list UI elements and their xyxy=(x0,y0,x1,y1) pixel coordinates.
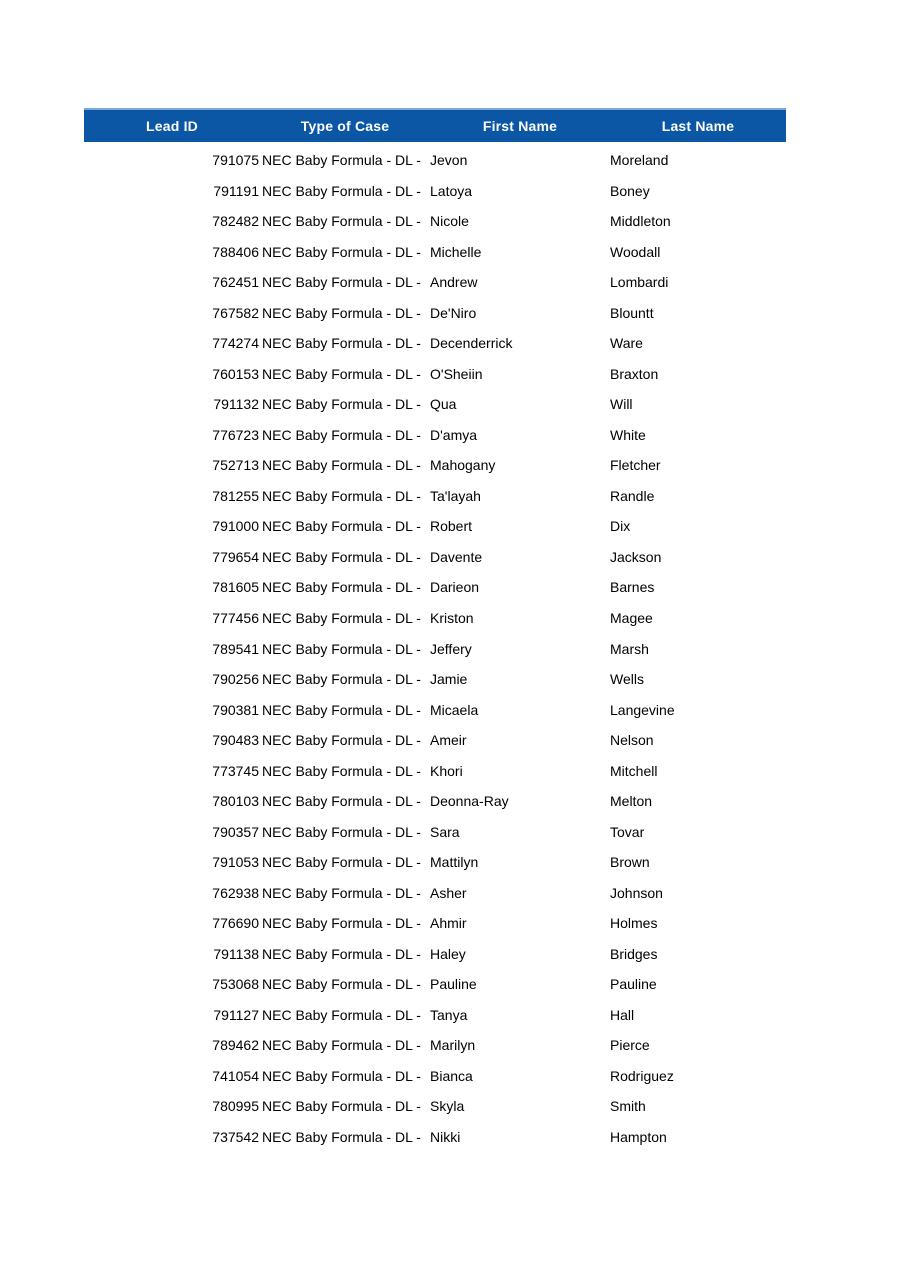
type-of-case-cell: NEC Baby Formula - DL - xyxy=(262,945,421,962)
case-and-first-name-cell xyxy=(260,457,610,473)
leads-table xyxy=(84,108,786,1152)
last-name-cell: Middleton xyxy=(610,213,671,230)
type-of-case-cell: NEC Baby Formula - DL - xyxy=(262,304,421,321)
type-of-case-cell: NEC Baby Formula - DL - xyxy=(262,1006,421,1023)
table-row xyxy=(84,603,786,634)
case-and-first-name-cell xyxy=(260,702,610,718)
first-name-cell: De'Niro xyxy=(430,304,477,321)
case-and-first-name-cell xyxy=(260,1098,610,1114)
lead-id-cell: 777456 xyxy=(212,609,259,626)
first-name-cell: Decenderrick xyxy=(430,335,513,352)
first-name-cell: Skyla xyxy=(430,1098,465,1115)
first-name-cell: Jevon xyxy=(430,152,468,169)
type-of-case-cell: NEC Baby Formula - DL - xyxy=(262,1067,421,1084)
type-of-case-cell: NEC Baby Formula - DL - xyxy=(262,152,421,169)
case-and-first-name-cell xyxy=(260,274,610,290)
type-of-case-cell: NEC Baby Formula - DL - xyxy=(262,335,421,352)
case-and-first-name-cell xyxy=(260,549,610,565)
first-name-cell: Khori xyxy=(430,762,463,779)
first-name-cell: Mattilyn xyxy=(430,854,479,871)
type-of-case-cell: NEC Baby Formula - DL - xyxy=(262,274,421,291)
lead-id-cell: 780103 xyxy=(212,793,259,810)
lead-id-cell: 762451 xyxy=(212,274,259,291)
lead-id-cell: 790357 xyxy=(212,823,259,840)
table-row xyxy=(84,359,786,390)
lead-id-cell: 741054 xyxy=(212,1067,259,1084)
first-name-cell: Ameir xyxy=(430,732,467,749)
case-and-first-name-cell xyxy=(260,976,610,992)
case-and-first-name-cell xyxy=(260,244,610,260)
last-name-cell: Holmes xyxy=(610,915,658,932)
lead-id-cell: 752713 xyxy=(212,457,259,474)
table-row xyxy=(84,267,786,298)
case-and-first-name-cell xyxy=(260,1129,610,1145)
first-name-cell: Davente xyxy=(430,548,483,565)
last-name-cell: Hall xyxy=(610,1006,635,1023)
case-and-first-name-cell xyxy=(260,335,610,351)
table-row xyxy=(84,145,786,176)
type-of-case-cell: NEC Baby Formula - DL - xyxy=(262,854,421,871)
type-of-case-cell: NEC Baby Formula - DL - xyxy=(262,396,421,413)
type-of-case-cell: NEC Baby Formula - DL - xyxy=(262,671,421,688)
table-row xyxy=(84,938,786,969)
first-name-cell: Ahmir xyxy=(430,915,467,932)
table-row xyxy=(84,389,786,420)
last-name-cell: Johnson xyxy=(610,884,663,901)
lead-id-cell: 760153 xyxy=(212,365,259,382)
last-name-cell: Rodriguez xyxy=(610,1067,674,1084)
first-name-cell: Deonna-Ray xyxy=(430,793,509,810)
case-and-first-name-cell xyxy=(260,152,610,168)
type-of-case-cell: NEC Baby Formula - DL - xyxy=(262,579,421,596)
table-row xyxy=(84,664,786,695)
case-and-first-name-cell xyxy=(260,427,610,443)
last-name-cell: Moreland xyxy=(610,152,669,169)
type-of-case-cell: NEC Baby Formula - DL - xyxy=(262,640,421,657)
last-name-cell: Smith xyxy=(610,1098,646,1115)
case-and-first-name-cell xyxy=(260,305,610,321)
table-header-row xyxy=(84,108,786,142)
type-of-case-cell: NEC Baby Formula - DL - xyxy=(262,548,421,565)
last-name-cell: Marsh xyxy=(610,640,649,657)
case-and-first-name-cell xyxy=(260,793,610,809)
table-row xyxy=(84,1030,786,1061)
case-and-first-name-cell xyxy=(260,610,610,626)
lead-id-cell: 753068 xyxy=(212,976,259,993)
lead-id-cell: 773745 xyxy=(212,762,259,779)
case-and-first-name-cell xyxy=(260,946,610,962)
table-row xyxy=(84,999,786,1030)
last-name-cell: Pauline xyxy=(610,976,657,993)
table-row xyxy=(84,176,786,207)
column-header-first-name: First Name xyxy=(482,118,558,134)
type-of-case-cell: NEC Baby Formula - DL - xyxy=(262,823,421,840)
last-name-cell: Brown xyxy=(610,854,650,871)
lead-id-cell: 779654 xyxy=(212,548,259,565)
first-name-cell: Jamie xyxy=(430,671,468,688)
lead-id-cell: 791127 xyxy=(213,1006,259,1023)
case-and-first-name-cell xyxy=(260,183,610,199)
case-and-first-name-cell xyxy=(260,213,610,229)
type-of-case-cell: NEC Baby Formula - DL - xyxy=(262,793,421,810)
table-row xyxy=(84,816,786,847)
type-of-case-cell: NEC Baby Formula - DL - xyxy=(262,426,421,443)
first-name-cell: Darieon xyxy=(430,579,480,596)
lead-id-cell: 790256 xyxy=(212,671,259,688)
first-name-cell: Mahogany xyxy=(430,457,496,474)
lead-id-cell: 780995 xyxy=(212,1098,259,1115)
table-row xyxy=(84,969,786,1000)
last-name-cell: Jackson xyxy=(610,548,662,565)
last-name-cell: Tovar xyxy=(610,823,645,840)
last-name-cell: Woodall xyxy=(610,243,661,260)
last-name-cell: Langevine xyxy=(610,701,675,718)
last-name-cell: Bridges xyxy=(610,945,658,962)
table-row xyxy=(84,206,786,237)
first-name-cell: Nicole xyxy=(430,213,469,230)
type-of-case-cell: NEC Baby Formula - DL - xyxy=(262,1098,421,1115)
lead-id-cell: 790381 xyxy=(212,701,259,718)
first-name-cell: Asher xyxy=(430,884,467,901)
lead-id-cell: 737542 xyxy=(212,1128,259,1145)
lead-id-cell: 791000 xyxy=(212,518,259,535)
lead-id-cell: 789541 xyxy=(212,640,259,657)
last-name-cell: Blountt xyxy=(610,304,654,321)
lead-id-cell: 791138 xyxy=(213,945,259,962)
case-and-first-name-cell xyxy=(260,763,610,779)
case-and-first-name-cell xyxy=(260,671,610,687)
first-name-cell: Micaela xyxy=(430,701,479,718)
type-of-case-cell: NEC Baby Formula - DL - xyxy=(262,365,421,382)
last-name-cell: Fletcher xyxy=(610,457,661,474)
first-name-cell: Ta'layah xyxy=(430,487,481,504)
table-row xyxy=(84,298,786,329)
case-and-first-name-cell xyxy=(260,488,610,504)
last-name-cell: Nelson xyxy=(610,732,654,749)
lead-id-cell: 782482 xyxy=(212,213,259,230)
last-name-cell: Wells xyxy=(610,671,644,688)
case-and-first-name-cell xyxy=(260,885,610,901)
lead-id-cell: 790483 xyxy=(212,732,259,749)
case-and-first-name-cell xyxy=(260,1037,610,1053)
type-of-case-cell: NEC Baby Formula - DL - xyxy=(262,1128,421,1145)
lead-id-cell: 789462 xyxy=(212,1037,259,1054)
table-row xyxy=(84,1091,786,1122)
lead-id-cell: 791191 xyxy=(213,182,259,199)
last-name-cell: Barnes xyxy=(610,579,655,596)
lead-id-cell: 788406 xyxy=(212,243,259,260)
lead-id-cell: 781255 xyxy=(212,487,259,504)
case-and-first-name-cell xyxy=(260,641,610,657)
case-and-first-name-cell xyxy=(260,396,610,412)
lead-id-cell: 776723 xyxy=(212,426,259,443)
last-name-cell: Hampton xyxy=(610,1128,667,1145)
type-of-case-cell: NEC Baby Formula - DL - xyxy=(262,243,421,260)
type-of-case-cell: NEC Baby Formula - DL - xyxy=(262,762,421,779)
last-name-cell: Magee xyxy=(610,609,653,626)
first-name-cell: Jeffery xyxy=(430,640,472,657)
first-name-cell: D'amya xyxy=(430,426,478,443)
table-row xyxy=(84,328,786,359)
last-name-cell: Lombardi xyxy=(610,274,669,291)
type-of-case-cell: NEC Baby Formula - DL - xyxy=(262,213,421,230)
type-of-case-cell: NEC Baby Formula - DL - xyxy=(262,976,421,993)
type-of-case-cell: NEC Baby Formula - DL - xyxy=(262,487,421,504)
table-row xyxy=(84,633,786,664)
table-row xyxy=(84,1060,786,1091)
type-of-case-cell: NEC Baby Formula - DL - xyxy=(262,1037,421,1054)
lead-id-cell: 791075 xyxy=(212,152,259,169)
type-of-case-cell: NEC Baby Formula - DL - xyxy=(262,732,421,749)
table-row xyxy=(84,847,786,878)
type-of-case-cell: NEC Baby Formula - DL - xyxy=(262,701,421,718)
last-name-cell: Will xyxy=(610,396,633,413)
column-header-last-name: Last Name xyxy=(661,118,735,134)
last-name-cell: Melton xyxy=(610,793,653,810)
table-row xyxy=(84,542,786,573)
table-row xyxy=(84,1122,786,1153)
type-of-case-cell: NEC Baby Formula - DL - xyxy=(262,457,421,474)
first-name-cell: Haley xyxy=(430,945,466,962)
first-name-cell: Nikki xyxy=(430,1128,461,1145)
case-and-first-name-cell xyxy=(260,824,610,840)
case-and-first-name-cell xyxy=(260,915,610,931)
first-name-cell: Pauline xyxy=(430,976,477,993)
last-name-cell: Mitchell xyxy=(610,762,658,779)
table-row xyxy=(84,237,786,268)
table-row xyxy=(84,572,786,603)
type-of-case-cell: NEC Baby Formula - DL - xyxy=(262,518,421,535)
case-and-first-name-cell xyxy=(260,366,610,382)
type-of-case-cell: NEC Baby Formula - DL - xyxy=(262,609,421,626)
table-row xyxy=(84,786,786,817)
first-name-cell: Marilyn xyxy=(430,1037,476,1054)
lead-id-cell: 767582 xyxy=(212,304,259,321)
case-and-first-name-cell xyxy=(260,854,610,870)
table-row xyxy=(84,511,786,542)
lead-id-cell: 791132 xyxy=(213,396,259,413)
lead-id-cell: 781605 xyxy=(212,579,259,596)
last-name-cell: Ware xyxy=(610,335,643,352)
first-name-cell: Sara xyxy=(430,823,460,840)
lead-id-cell: 776690 xyxy=(212,915,259,932)
first-name-cell: Kriston xyxy=(430,609,474,626)
table-row xyxy=(84,755,786,786)
first-name-cell: Michelle xyxy=(430,243,482,260)
type-of-case-cell: NEC Baby Formula - DL - xyxy=(262,915,421,932)
column-header-lead-id: Lead ID xyxy=(146,118,198,134)
first-name-cell: Tanya xyxy=(430,1006,468,1023)
last-name-cell: Dix xyxy=(610,518,631,535)
table-row xyxy=(84,725,786,756)
first-name-cell: Robert xyxy=(430,518,473,535)
column-header-type-of-case: Type of Case xyxy=(300,118,390,134)
case-and-first-name-cell xyxy=(260,1007,610,1023)
table-row xyxy=(84,877,786,908)
last-name-cell: Pierce xyxy=(610,1037,650,1054)
lead-id-cell: 762938 xyxy=(212,884,259,901)
table-row xyxy=(84,908,786,939)
first-name-cell: O'Sheiin xyxy=(430,365,483,382)
last-name-cell: Boney xyxy=(610,182,650,199)
table-row xyxy=(84,481,786,512)
lead-id-cell: 774274 xyxy=(212,335,259,352)
case-and-first-name-cell xyxy=(260,1068,610,1084)
first-name-cell: Andrew xyxy=(430,274,478,291)
lead-id-cell: 791053 xyxy=(212,854,259,871)
table-row xyxy=(84,450,786,481)
first-name-cell: Latoya xyxy=(430,182,473,199)
table-body xyxy=(84,142,786,1152)
case-and-first-name-cell xyxy=(260,518,610,534)
type-of-case-cell: NEC Baby Formula - DL - xyxy=(262,182,421,199)
last-name-cell: Randle xyxy=(610,487,655,504)
type-of-case-cell: NEC Baby Formula - DL - xyxy=(262,884,421,901)
first-name-cell: Bianca xyxy=(430,1067,473,1084)
first-name-cell: Qua xyxy=(430,396,457,413)
case-and-first-name-cell xyxy=(260,579,610,595)
last-name-cell: White xyxy=(610,426,646,443)
last-name-cell: Braxton xyxy=(610,365,659,382)
table-row xyxy=(84,420,786,451)
table-row xyxy=(84,694,786,725)
case-and-first-name-cell xyxy=(260,732,610,748)
